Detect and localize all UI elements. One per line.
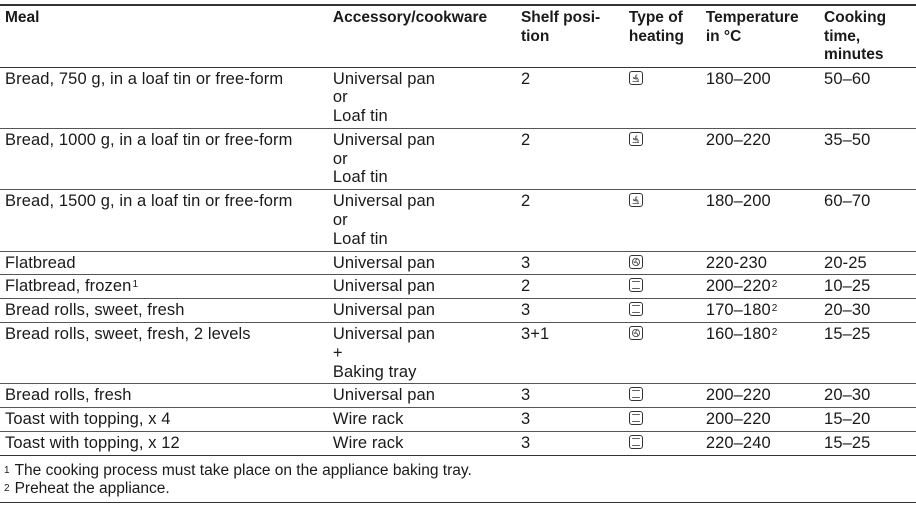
header-time-line2: time, [824, 27, 861, 45]
meal-text: Bread, 1000 g, in a loaf tin or free-form [5, 130, 293, 149]
header-shelf-line2: tion [520, 27, 550, 45]
accessory-line: Wire rack [332, 410, 404, 429]
cell-accessory [326, 432, 511, 456]
cell-temperature [691, 275, 809, 299]
table-row [0, 275, 916, 299]
cell-accessory [326, 67, 511, 128]
table-row [0, 251, 916, 275]
cell-meal [0, 128, 326, 189]
cell-heating [619, 67, 691, 128]
meal-text: Bread, 1500 g, in a loaf tin or free-form [5, 192, 293, 211]
accessory-line: Universal pan [332, 277, 436, 296]
temperature-text: 200–220 [705, 386, 771, 405]
temperature-text: 220–240 [705, 434, 771, 453]
header-shelf [511, 5, 619, 67]
temperature-text: 200–220 [705, 277, 771, 296]
baking-table [0, 4, 916, 456]
accessory-line: or [332, 88, 348, 107]
header-temperature-line1: Temperature [705, 9, 799, 26]
temperature-text: 160–180 [705, 325, 771, 344]
header-cooking-time [809, 5, 916, 67]
cell-cooking-time: 15–20 [824, 410, 871, 429]
meal-text: Bread rolls, fresh [5, 386, 132, 405]
top-bottom-heat-icon [629, 435, 643, 449]
bottom-rule [0, 502, 916, 503]
temperature-text: 220-230 [705, 253, 768, 272]
cell-shelf: 3 [520, 301, 531, 320]
cell-temperature [691, 67, 809, 128]
cell-meal [0, 251, 326, 275]
cell-cooking-time: 60–70 [824, 192, 871, 211]
top-bottom-heat-icon [629, 278, 643, 292]
cell-shelf: 2 [520, 69, 531, 88]
header-row [0, 5, 916, 67]
table-row [0, 128, 916, 189]
cell-shelf: 2 [520, 192, 531, 211]
accessory-line: + [332, 343, 343, 362]
temperature-text: 180–200 [705, 69, 771, 88]
cell-heating [619, 275, 691, 299]
cell-meal [0, 408, 326, 432]
accessory-line: Loaf tin [332, 229, 388, 248]
cell-heating [619, 384, 691, 408]
table-row [0, 408, 916, 432]
cell-accessory [326, 128, 511, 189]
accessory-line: or [332, 211, 348, 230]
circulated-air-icon [629, 255, 643, 269]
table-row [0, 299, 916, 323]
footnote-ref: 2 [771, 327, 778, 339]
cell-accessory [326, 251, 511, 275]
accessory-line: Universal pan [332, 386, 436, 405]
accessory-line: Universal pan [332, 325, 436, 344]
table-row [0, 190, 916, 251]
cell-meal [0, 67, 326, 128]
footnote-ref: 2 [771, 303, 778, 315]
table-row [0, 67, 916, 128]
cell-shelf: 3+1 [520, 325, 550, 344]
cell-temperature [691, 408, 809, 432]
cell-heating [619, 128, 691, 189]
cell-heating [619, 299, 691, 323]
cell-meal [0, 384, 326, 408]
cell-meal [0, 299, 326, 323]
footnote [4, 462, 472, 480]
footnote-ref: 1 [132, 279, 139, 291]
meal-text: Bread rolls, sweet, fresh, 2 levels [5, 325, 251, 344]
meal-text: Bread, 750 g, in a loaf tin or free-form [5, 69, 284, 88]
footnote-text: Preheat the appliance. [14, 480, 170, 497]
accessory-line: Wire rack [332, 434, 404, 453]
cell-accessory [326, 275, 511, 299]
footnote-mark: 1 [4, 465, 10, 476]
header-heating-line1: Type of [628, 9, 683, 26]
table-row [0, 384, 916, 408]
header-accessory [326, 5, 511, 67]
cell-cooking-time: 35–50 [824, 130, 871, 149]
header-accessory-text: Accessory/cookware [332, 9, 488, 26]
meal-text: Toast with topping, x 12 [5, 434, 180, 453]
cell-shelf: 3 [520, 434, 531, 453]
cell-temperature [691, 190, 809, 251]
accessory-line: or [332, 149, 348, 168]
hot-air-grilling-icon [629, 71, 643, 85]
accessory-line: Loaf tin [332, 168, 388, 187]
cell-temperature [691, 432, 809, 456]
cell-temperature [691, 128, 809, 189]
cell-heating [619, 323, 691, 384]
cell-heating [619, 190, 691, 251]
temperature-text: 200–220 [705, 410, 771, 429]
cell-meal [0, 190, 326, 251]
footnote-ref: 2 [771, 279, 778, 291]
cell-cooking-time: 20-25 [824, 253, 867, 272]
cell-shelf: 3 [520, 410, 531, 429]
table-body [0, 67, 916, 455]
table-row [0, 323, 916, 384]
table-header [0, 5, 916, 67]
top-bottom-heat-icon [629, 387, 643, 401]
cell-accessory [326, 323, 511, 384]
cell-heating [619, 408, 691, 432]
meal-text: Bread rolls, sweet, fresh [5, 301, 185, 320]
hot-air-grilling-icon [629, 193, 643, 207]
cell-shelf: 3 [520, 253, 531, 272]
cell-accessory [326, 384, 511, 408]
cell-meal [0, 432, 326, 456]
meal-text: Flatbread [5, 253, 76, 272]
temperature-text: 180–200 [705, 192, 771, 211]
cell-meal [0, 323, 326, 384]
cell-accessory [326, 408, 511, 432]
footnote-mark: 2 [4, 483, 10, 494]
cell-cooking-time: 20–30 [824, 301, 871, 320]
meal-text: Flatbread, frozen [5, 277, 132, 296]
meal-text: Toast with topping, x 4 [5, 410, 171, 429]
header-shelf-line1: Shelf posi- [520, 9, 601, 26]
table-row [0, 432, 916, 456]
cell-temperature [691, 251, 809, 275]
temperature-text: 170–180 [705, 301, 771, 320]
cell-cooking-time: 15–25 [824, 434, 871, 453]
header-meal [0, 5, 326, 67]
header-temperature [691, 5, 809, 67]
cell-heating [619, 432, 691, 456]
accessory-line: Loaf tin [332, 107, 388, 126]
cell-accessory [326, 190, 511, 251]
cell-temperature [691, 299, 809, 323]
accessory-line: Universal pan [332, 301, 436, 320]
accessory-line: Universal pan [332, 69, 436, 88]
cell-meal [0, 275, 326, 299]
footnote-text: The cooking process must take place on the appliance baking tray. [14, 462, 472, 479]
circulated-air-icon [629, 326, 643, 340]
hot-air-grilling-icon [629, 132, 643, 146]
top-bottom-heat-icon [629, 411, 643, 425]
cell-accessory [326, 299, 511, 323]
cell-shelf: 3 [520, 386, 531, 405]
cell-temperature [691, 384, 809, 408]
header-heating-line2: heating [628, 27, 684, 45]
header-temperature-line2: in °C [705, 27, 742, 45]
footnote [4, 480, 472, 498]
cell-temperature [691, 323, 809, 384]
footnotes [4, 462, 472, 498]
temperature-text: 200–220 [705, 130, 771, 149]
header-meal-text: Meal [5, 9, 40, 26]
cell-heating [619, 251, 691, 275]
accessory-line: Universal pan [332, 253, 436, 272]
cell-cooking-time: 15–25 [824, 325, 871, 344]
header-heating [619, 5, 691, 67]
cell-cooking-time: 20–30 [824, 386, 871, 405]
header-time-line1: Cooking [824, 9, 887, 26]
cell-cooking-time: 50–60 [824, 69, 871, 88]
header-time-line3: minutes [824, 46, 884, 63]
accessory-line: Universal pan [332, 130, 436, 149]
accessory-line: Universal pan [332, 192, 436, 211]
accessory-line: Baking tray [332, 362, 417, 381]
cell-cooking-time: 10–25 [824, 277, 871, 296]
top-bottom-heat-icon [629, 302, 643, 316]
cell-shelf: 2 [520, 130, 531, 149]
cell-shelf: 2 [520, 277, 531, 296]
